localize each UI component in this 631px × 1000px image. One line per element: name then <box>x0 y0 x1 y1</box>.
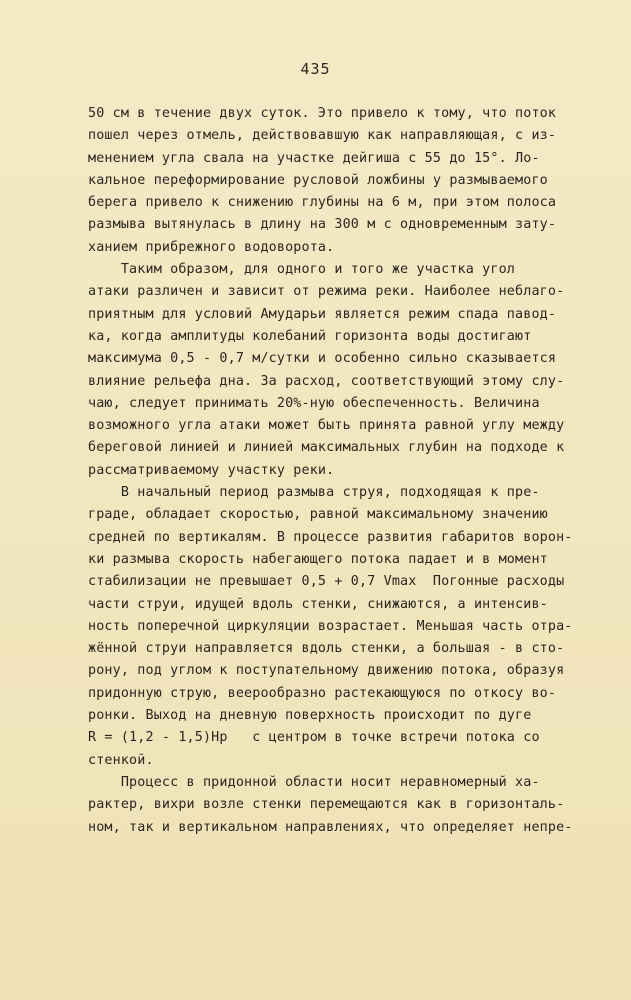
text-line: ка, когда амплитуды колебаний горизонта воды достигают <box>88 328 532 344</box>
text-line: менением угла свала на участке дейгиша с 55 до 15°. Ло- <box>88 150 540 166</box>
text-line: ронки. Выход на дневную поверхность происходит по дуге <box>88 708 532 724</box>
text-line: максимума 0,5 - 0,7 м/сутки и особенно сильно сказывается <box>88 351 557 367</box>
body-text <box>88 103 578 839</box>
text-line: возможного угла атаки может быть принята равной углу между <box>88 418 565 434</box>
text-line: рактер, вихри возле стенки перемещаются как в горизонталь- <box>88 797 565 813</box>
text-line: влияние рельефа дна. За расход, соответствующий этому слу- <box>88 373 565 389</box>
text-line: рону, под углом к поступательному движению потока, образуя <box>88 663 565 679</box>
text-line: стенкой. <box>88 752 154 768</box>
text-line: Процесс в придонной области носит неравномерный ха- <box>88 774 540 790</box>
text-line: части струи, идущей вдоль стенки, снижаются, а интенсив- <box>88 596 548 612</box>
text-line: приятным для условий Амударьи является режим спада павод- <box>88 306 557 322</box>
text-line: ность поперечной циркуляции возрастает. Меньшая часть отра- <box>88 618 573 634</box>
text-line: рассматриваемому участку реки. <box>88 462 335 478</box>
page-number: 435 <box>300 60 331 78</box>
text-line: ном, так и вертикальном направлениях, что определяет непре- <box>88 819 573 835</box>
text-line: В начальный период размыва струя, подходящая к пре- <box>88 485 540 501</box>
text-line: ки размыва скорость набегающего потока падает и в момент <box>88 551 548 567</box>
text-line: кальное переформирование русловой ложбины у размываемого <box>88 172 548 188</box>
text-line: 50 см в течение двух суток. Это привело к тому, что поток <box>88 106 557 121</box>
text-line: пошел через отмель, действовавшую как направляющая, с из- <box>88 128 557 144</box>
text-line: берега привело к снижению глубины на 6 м, при этом полоса <box>88 195 557 211</box>
text-line: размыва вытянулась в длину на 300 м с одновременным зату- <box>88 217 557 233</box>
text-line: атаки различен и зависит от режима реки. Наиболее неблаго- <box>88 284 565 300</box>
text-line: ханием прибрежного водоворота. <box>88 239 335 255</box>
text-line: береговой линией и линией максимальных глубин на подходе к <box>88 440 565 456</box>
text-line: придонную струю, веерообразно растекающуюся по откосу во- <box>88 685 557 701</box>
text-line: средней по вертикалям. В процессе развития габаритов ворон- <box>88 529 573 545</box>
text-line: граде, обладает скоростью, равной максимальному значению <box>88 507 548 523</box>
text-line: Таким образом, для одного и того же участка угол <box>88 262 516 278</box>
text-line: стабилизации не превышает 0,5 + 0,7 Vmax Погонные расходы <box>88 574 565 590</box>
text-line: жённой струи направляется вдоль стенки, а большая - в сто- <box>88 641 565 657</box>
text-line: чаю, следует принимать 20%-ную обеспеченность. Величина <box>88 395 540 411</box>
text-line: R = (1,2 - 1,5)Hp с центром в точке встречи потока со <box>88 730 540 746</box>
